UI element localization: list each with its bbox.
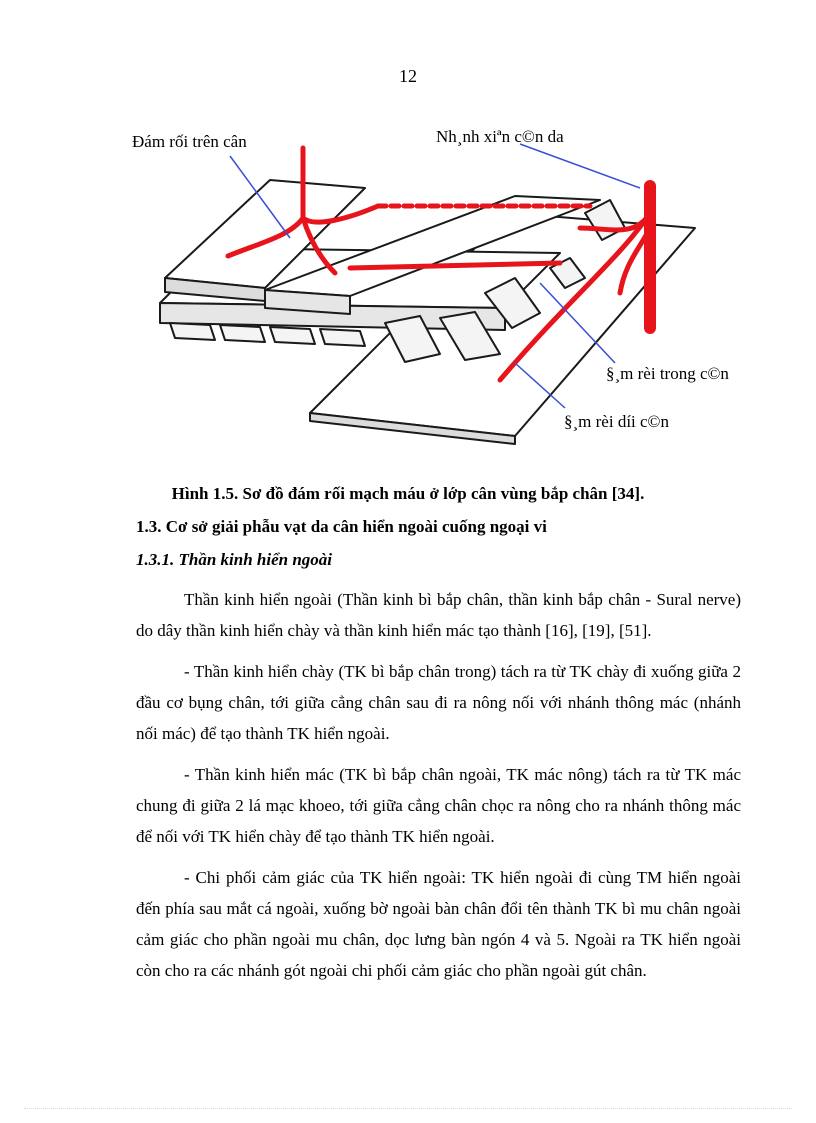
paragraph: - Thần kinh hiển chày (TK bì bắp chân trong) tách ra từ TK chày đi xuống giữa 2 đầu cơ bụng chân, tới giữa cẳng chân sau đi ra nông nối với nhánh thông mác (nhánh nối mác) để tạo thành TK hiển ngoài. (136, 662, 741, 743)
fascia-plexus-diagram (120, 118, 760, 458)
page-number: 12 (399, 66, 417, 86)
label-oblique-branch: Nh¸nh xiªn c©n da (436, 127, 564, 146)
label-intra-fascia-plexus: §¸m rèi trong c©n (606, 364, 729, 383)
label-fascial-plexus-top: Đám rối trên cân (132, 132, 247, 151)
paragraph: - Chi phối cảm giác của TK hiển ngoài: TK hiển ngoài đi cùng TM hiển ngoài đến phía sau mắt cá ngoài, xuống bờ ngoài bàn chân đổi tên thành TK bì mu chân ngoài cảm giác cho phần ngoài mu chân, dọc lưng bàn ngón 4 và 5. Ngoài ra TK hiển ngoài còn cho ra các nhánh gót ngoài chi phối cảm giác cho phần ngoài gút chân. (136, 868, 741, 980)
body-text (136, 584, 741, 996)
pointer-line-top-right (520, 144, 640, 188)
footer-divider (24, 1108, 792, 1109)
figure-caption: Hình 1.5. Sơ đồ đám rối mạch máu ở lớp cân vùng bắp chân [34]. (171, 484, 645, 503)
subsection-heading: 1.3.1. Thần kinh hiển ngoài (136, 550, 333, 569)
paragraph: Thần kinh hiển ngoài (Thần kinh bì bắp chân, thần kinh bắp chân - Sural nerve) do dây thần kinh hiển chày và thần kinh hiển mác tạo thành [16], [19], [51]. (136, 590, 741, 640)
paragraph: - Thần kinh hiển mác (TK bì bắp chân ngoài, TK mác nông) tách ra từ TK mác chung đi giữa 2 lá mạc khoeo, tới giữa cẳng chân chọc ra nông cho ra nhánh thông mác để nối với TK hiển chày để tạo thành TK hiển ngoài. (136, 765, 741, 846)
section-heading: 1.3. Cơ sở giải phẫu vạt da cân hiển ngoài cuống ngoại vi (136, 517, 547, 536)
label-sub-fascia-plexus: §¸m rèi díi c©n (564, 412, 669, 431)
diagram-drawing (120, 118, 760, 458)
